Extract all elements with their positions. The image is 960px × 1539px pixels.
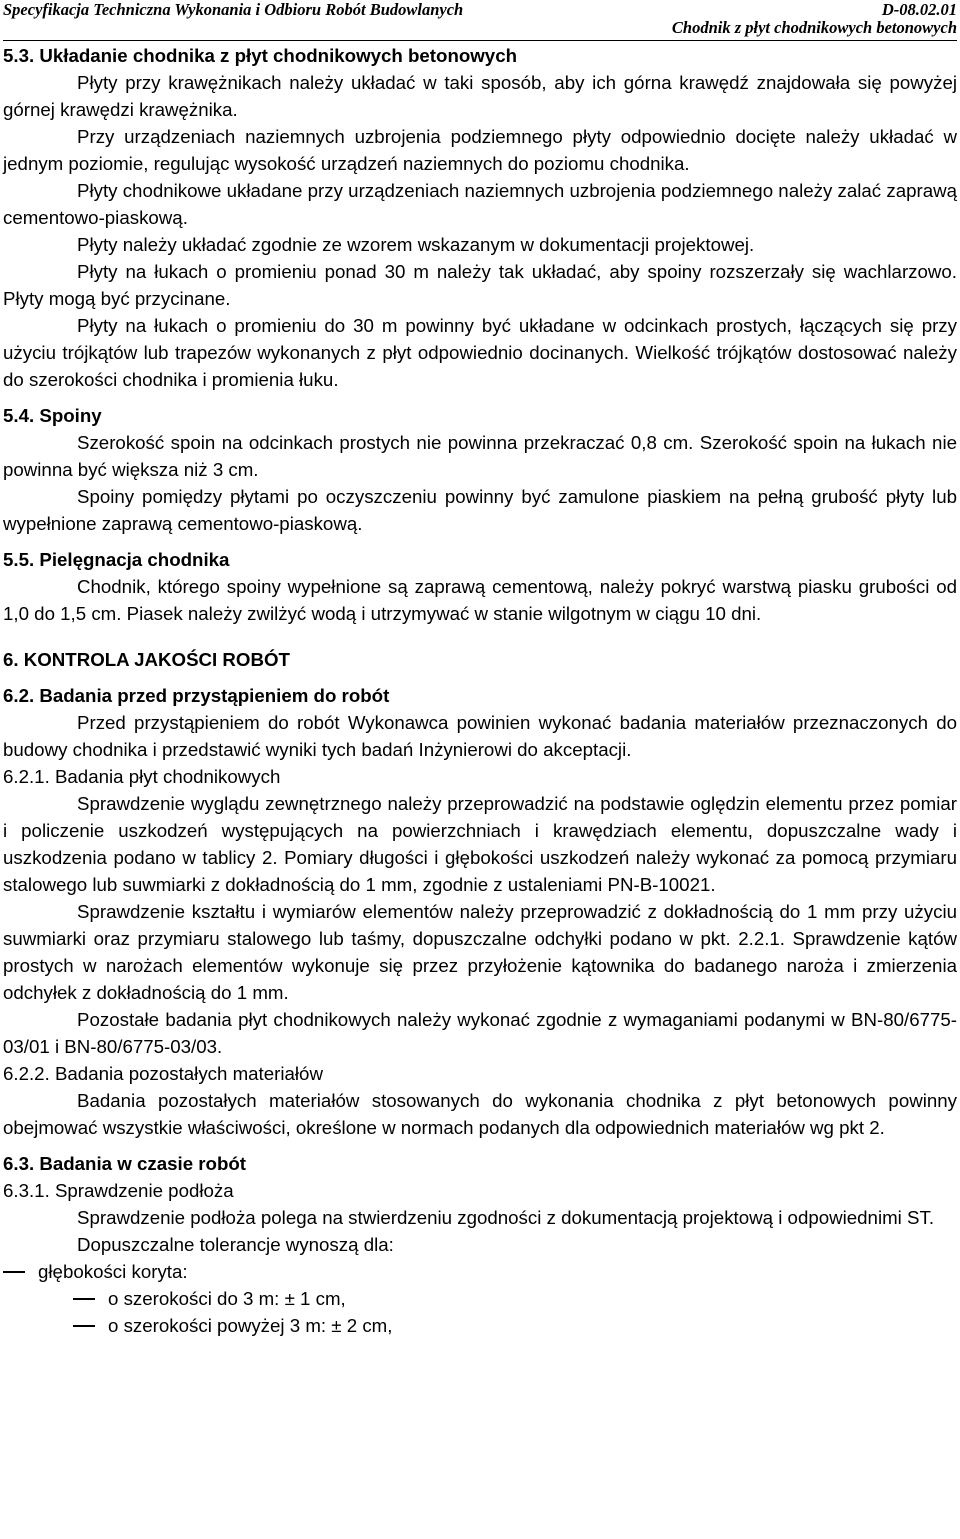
paragraph: Spoiny pomiędzy płytami po oczyszczeniu powinny być zamulone piaskiem na pełną grubość płyty lub wypełnione zaprawą cementowo-piaskową. [3,486,957,534]
paragraph: Badania pozostałych materiałów stosowanych do wykonania chodnika z płyt betonowych powinny obejmować wszystkie właściwości, określone w normach podanych dla odpowiednich materiałów wg pkt 2. [3,1090,957,1138]
paragraph: Szerokość spoin na odcinkach prostych nie powinna przekraczać 0,8 cm. Szerokość spoin na łukach nie powinna być większa niż 3 cm. [3,432,957,480]
header-document-code: D-08.02.01 [881,0,957,19]
paragraph: Płyty na łukach o promieniu do 30 m powinny być układane w odcinkach prostych, łączących się przy użyciu trójkątów lub trapezów wykonanych z płyt odpowiednio docinanych. Wielkość trójkątów dostosować należy do szerokości chodnika i promienia łuku. [3,315,957,390]
subsection-title-6-3-1: 6.3.1. Sprawdzenie podłoża [3,1180,234,1201]
paragraph: Chodnik, którego spoiny wypełnione są zaprawą cementową, należy pokryć warstwą piasku grubości od 1,0 do 1,5 cm. Piasek należy zwilżyć wodą i utrzymywać w stanie wilgotnym w ciągu 10 dni. [3,576,957,624]
section-heading-6-3: 6.3. Badania w czasie robót [3,1153,247,1174]
section-heading-5-5: 5.5. Pielęgnacja chodnika [3,549,230,570]
paragraph: Płyty na łukach o promieniu ponad 30 m należy tak układać, aby spoiny rozszerzały się wachlarzowo. Płyty mogą być przycinane. [3,261,957,309]
paragraph: Pozostałe badania płyt chodnikowych należy wykonać zgodnie z wymaganiami podanymi w BN-80/6775-03/01 i BN-80/6775-03/03. [3,1009,957,1057]
section-heading-6-2: 6.2. Badania przed przystąpieniem do robót [3,685,390,706]
section-heading-5-3: 5.3. Układanie chodnika z płyt chodnikowych betonowych [3,45,518,66]
subsection-title-6-2-2: 6.2.2. Badania pozostałych materiałów [3,1063,323,1084]
list-item: o szerokości powyżej 3 m: ± 2 cm, [3,1312,957,1339]
paragraph: Sprawdzenie podłoża polega na stwierdzeniu zgodności z dokumentacją projektową i odpowiednimi ST. [77,1207,935,1228]
list-item: o szerokości do 3 m: ± 1 cm, [3,1285,957,1312]
paragraph: Przy urządzeniach naziemnych uzbrojenia podziemnego płyty odpowiednio docięte należy układać w jednym poziomie, regulując wysokość urządzeń naziemnych do poziomu chodnika. [3,126,957,174]
paragraph: Sprawdzenie kształtu i wymiarów elementów należy przeprowadzić z dokładnością do 1 mm przy użyciu suwmiarki oraz przymiaru stalowego lub taśmy, dopuszczalne odchyłki podano w pkt. 2.2.1. Sprawdzenie kątów prostych w narożach elementów wykonuje się przez przyłożenie kątownika do badanego naroża i zmierzenia odchyłek z dokładnością do 1 mm. [3,901,957,1003]
page-header [3,0,957,41]
list-item: głębokości koryta: [3,1258,957,1285]
paragraph: Płyty należy układać zgodnie ze wzorem wskazanym w dokumentacji projektowej. [77,234,755,255]
paragraph: Dopuszczalne tolerancje wynoszą dla: [77,1234,394,1255]
header-document-subtitle: Chodnik z płyt chodnikowych betonowych [671,18,957,37]
section-heading-5-4: 5.4. Spoiny [3,405,102,426]
paragraph: Płyty chodnikowe układane przy urządzeniach naziemnych uzbrojenia podziemnego należy zalać zaprawą cementowo-piaskową. [3,180,957,228]
paragraph: Sprawdzenie wyglądu zewnętrznego należy przeprowadzić na podstawie oględzin elementu przez pomiar i policzenie uszkodzeń występujących na powierzchniach i krawędziach elementu, dopuszczalne wady i uszkodzenia podano w tablicy 2. Pomiary długości i głębokości uszkodzeń należy wykonać za pomocą przymiaru stalowego lub suwmiarki z dokładnością do 1 mm, zgodnie z ustaleniami PN-B-10021. [3,793,957,895]
chapter-heading-6: 6. KONTROLA JAKOŚCI ROBÓT [3,649,290,670]
paragraph: Płyty przy krawężnikach należy układać w taki sposób, aby ich górna krawędź znajdowała się powyżej górnej krawędzi krawężnika. [3,72,957,120]
paragraph: Przed przystąpieniem do robót Wykonawca powinien wykonać badania materiałów przeznaczonych do budowy chodnika i przedstawić wyniki tych badań Inżynierowi do akceptacji. [3,712,957,760]
subsection-title-6-2-1: 6.2.1. Badania płyt chodnikowych [3,766,281,787]
header-document-title: Specyfikacja Techniczna Wykonania i Odbioru Robót Budowlanych [3,0,464,19]
document-body [3,41,957,1339]
